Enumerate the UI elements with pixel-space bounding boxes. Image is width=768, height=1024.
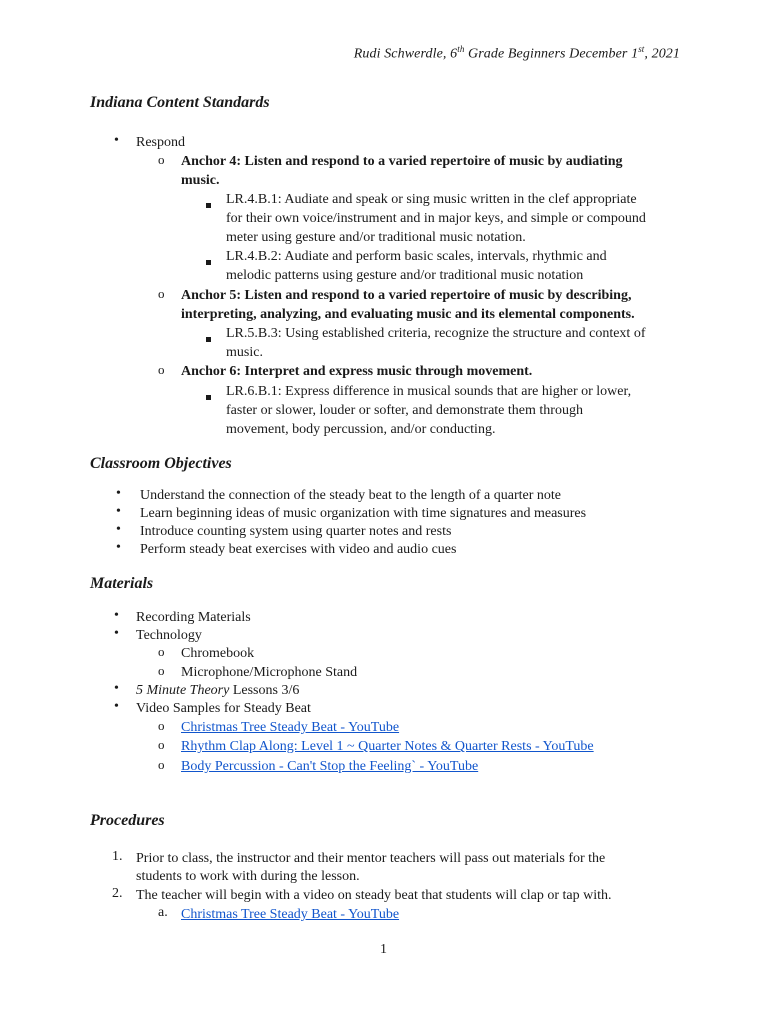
anchor4-line2: music.	[181, 173, 220, 188]
bullet-o: o	[158, 737, 165, 752]
materials-heading: Materials	[90, 575, 154, 592]
lr6b1-line3: movement, body percussion, and/or conducting.	[226, 422, 496, 437]
header-sup-st: st	[638, 44, 645, 54]
bullet-dot: •	[116, 504, 121, 519]
christmas-tree-link[interactable]: Christmas Tree Steady Beat - YouTube	[181, 720, 400, 735]
header-author-grade: Rudi Schwerdle, 6	[353, 46, 458, 62]
body-percussion-link[interactable]: Body Percussion - Can't Stop the Feeling` - YouTube	[181, 759, 479, 774]
procedure-subletter: a.	[158, 905, 168, 920]
objective-item: Learn beginning ideas of music organization with time signatures and measures	[140, 506, 587, 521]
bullet-square	[206, 254, 211, 270]
procedure-1-line2: students to work with during the lesson.	[136, 869, 360, 884]
objectives-heading: Classroom Objectives	[90, 455, 232, 472]
objective-item: Understand the connection of the steady beat to the length of a quarter note	[140, 488, 562, 503]
theory-title: 5 Minute Theory	[136, 683, 230, 698]
respond-item: Respond	[136, 135, 185, 150]
material-chromebook: Chromebook	[181, 646, 255, 661]
procedure-number: 1.	[112, 849, 123, 864]
theory-lessons: Lessons 3/6	[229, 683, 300, 698]
lr5b3-line1: LR.5.B.3: Using established criteria, recognize the structure and context of	[226, 326, 646, 341]
lr4b1-line2: for their own voice/instrument and in major keys, and simple or compound	[226, 211, 646, 226]
procedure-christmas-tree-link[interactable]: Christmas Tree Steady Beat - YouTube	[181, 907, 400, 922]
objective-item: Introduce counting system using quarter notes and rests	[140, 524, 452, 539]
document-header	[354, 44, 680, 63]
video-link-row	[181, 718, 399, 737]
procedure-number: 2.	[112, 886, 123, 901]
material-theory	[136, 681, 299, 700]
bullet-o: o	[158, 644, 165, 659]
header-mid: Grade Beginners December 1	[464, 46, 639, 62]
material-recording: Recording Materials	[136, 610, 251, 625]
material-video-samples: Video Samples for Steady Beat	[136, 701, 311, 716]
lr4b2-line1: LR.4.B.2: Audiate and perform basic scales, intervals, rhythmic and	[226, 249, 607, 264]
procedure-2a-row	[181, 905, 399, 924]
lr5b3-line2: music.	[226, 345, 263, 360]
lr4b1-line3: meter using gesture and/or traditional music notation.	[226, 230, 526, 245]
bullet-dot: •	[114, 133, 119, 148]
material-microphone: Microphone/Microphone Stand	[181, 665, 358, 680]
video-link-row	[181, 757, 478, 776]
objective-item: Perform steady beat exercises with video and audio cues	[140, 542, 457, 557]
bullet-dot: •	[116, 522, 121, 537]
bullet-o: o	[158, 362, 165, 377]
bullet-o: o	[158, 718, 165, 733]
bullet-dot: •	[114, 699, 119, 714]
bullet-dot: •	[116, 486, 121, 501]
material-technology: Technology	[136, 628, 202, 643]
lr6b1-line1: LR.6.B.1: Express difference in musical sounds that are higher or lower,	[226, 384, 632, 399]
page-number: 1	[380, 942, 387, 957]
anchor6-line: Anchor 6: Interpret and express music through movement.	[181, 364, 533, 379]
bullet-o: o	[158, 152, 165, 167]
lr4b1-line1: LR.4.B.1: Audiate and speak or sing music written in the clef appropriate	[226, 192, 637, 207]
bullet-square	[206, 331, 211, 347]
lr6b1-line2: faster or slower, louder or softer, and demonstrate them through	[226, 403, 583, 418]
bullet-dot: •	[116, 540, 121, 555]
anchor5-line2: interpreting, analyzing, and evaluating music and its elemental components.	[181, 307, 635, 322]
bullet-o: o	[158, 286, 165, 301]
bullet-dot: •	[114, 681, 119, 696]
bullet-o: o	[158, 757, 165, 772]
video-link-row	[181, 737, 594, 756]
header-year: , 2021	[644, 46, 680, 62]
lr4b2-line2: melodic patterns using gesture and/or traditional music notation	[226, 268, 584, 283]
bullet-o: o	[158, 663, 165, 678]
bullet-square	[206, 197, 211, 213]
header-sup-th: th	[457, 44, 465, 54]
rhythm-clap-link[interactable]: Rhythm Clap Along: Level 1 ~ Quarter Notes & Quarter Rests - YouTube	[181, 739, 594, 754]
procedures-heading: Procedures	[90, 812, 165, 829]
procedure-1-line1: Prior to class, the instructor and their mentor teachers will pass out materials for the	[136, 851, 606, 866]
standards-heading: Indiana Content Standards	[90, 94, 270, 111]
anchor5-line1: Anchor 5: Listen and respond to a varied repertoire of music by describing,	[181, 288, 632, 303]
bullet-dot: •	[114, 608, 119, 623]
bullet-dot: •	[114, 626, 119, 641]
bullet-square	[206, 389, 211, 405]
anchor4-line1: Anchor 4: Listen and respond to a varied repertoire of music by audiating	[181, 154, 623, 169]
procedure-2: The teacher will begin with a video on steady beat that students will clap or tap with.	[136, 888, 612, 903]
